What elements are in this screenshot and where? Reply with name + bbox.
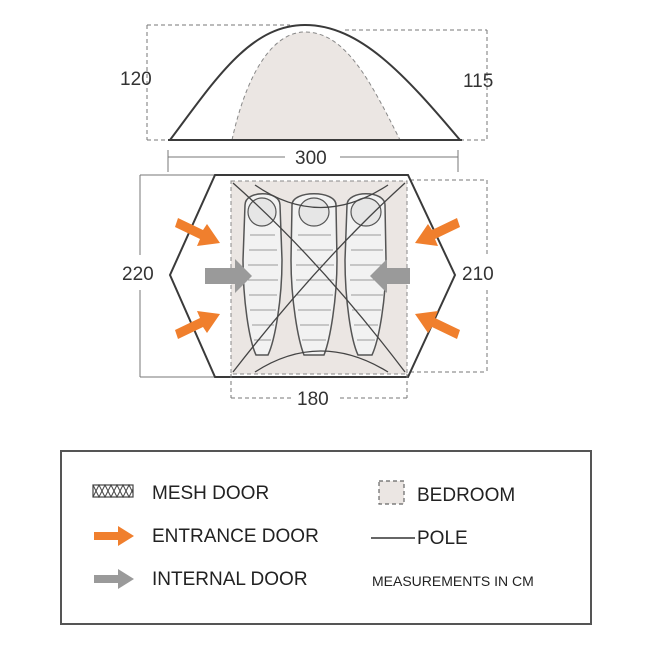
measurements-note: MEASUREMENTS IN CM bbox=[372, 573, 534, 589]
pole-icon bbox=[371, 536, 415, 540]
legend-bedroom-label: BEDROOM bbox=[417, 485, 516, 506]
entrance-arrow-icon bbox=[94, 526, 136, 546]
floor-width-right-label: 210 bbox=[462, 264, 494, 285]
mesh-door-icon bbox=[92, 484, 134, 498]
side-height-left-label: 120 bbox=[120, 69, 152, 90]
internal-arrow-icon bbox=[94, 569, 136, 589]
floor-width-left-label: 220 bbox=[122, 264, 154, 285]
bedroom-icon bbox=[378, 480, 406, 506]
legend-internal-door-label: INTERNAL DOOR bbox=[152, 569, 308, 590]
legend-pole-label: POLE bbox=[417, 528, 468, 549]
bedroom-length-label: 180 bbox=[297, 389, 329, 410]
legend-mesh-door-label: MESH DOOR bbox=[152, 483, 270, 504]
legend-entrance-door-label: ENTRANCE DOOR bbox=[152, 526, 319, 547]
side-height-right-label: 115 bbox=[463, 71, 494, 92]
legend bbox=[60, 450, 592, 625]
side-view bbox=[147, 25, 487, 140]
length-label: 300 bbox=[295, 148, 327, 169]
